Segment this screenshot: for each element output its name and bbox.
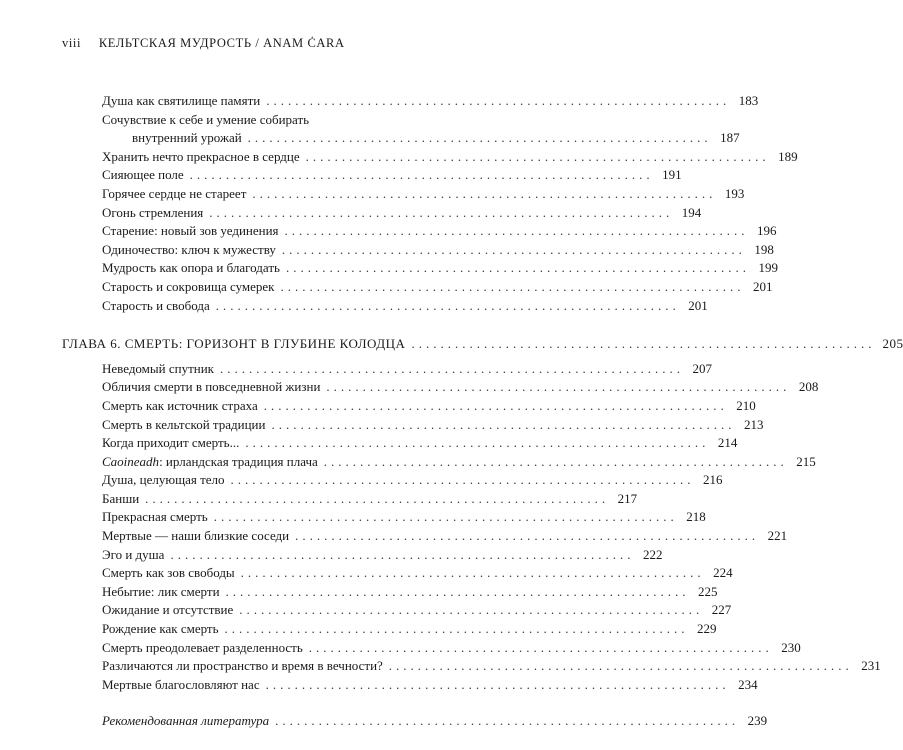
toc-page-number: 189	[778, 148, 798, 164]
toc-entry: Различаются ли пространство и время в вечности? ................................................................ 231	[62, 657, 496, 676]
toc-entry: Одиночество: ключ к мужеству ................................................................ 198	[62, 241, 496, 260]
toc-page-number: 231	[861, 658, 881, 674]
toc-page-number: 191	[662, 167, 682, 183]
toc-section-before	[62, 92, 798, 315]
toc-page-number: 208	[798, 379, 819, 395]
toc-page-number: 194	[681, 204, 702, 220]
toc-entry: Caoineadh: ирландская традиция плача ................................................................ 215	[62, 453, 496, 472]
toc-entry: Рождение как смерть ................................................................ 229	[62, 620, 496, 639]
toc-entry: Эго и душа ................................................................ 222	[62, 546, 496, 565]
toc-page-number: 234	[738, 676, 758, 692]
toc-entry: Смерть как зов свободы ................................................................ 224	[62, 564, 496, 583]
toc-entry: Мудрость как опора и благодать ................................................................ 199	[62, 259, 496, 278]
toc-page-number: 210	[736, 397, 756, 413]
toc-section-after	[62, 360, 881, 695]
toc-entry: Мертвые — наши близкие соседи ................................................................ 221	[62, 527, 496, 546]
toc-page-number: 216	[703, 472, 723, 488]
toc-page-number: 201	[688, 297, 708, 313]
toc-page-number: 227	[711, 602, 732, 618]
toc-page-number: 224	[713, 565, 733, 581]
toc-page-number: 217	[617, 490, 638, 506]
toc-entry: Небытие: лик смерти ................................................................ 225	[62, 583, 496, 602]
recommended-reading-entry: Рекомендованная литература ................................................................ 239	[62, 712, 496, 731]
toc-page-number: 213	[743, 416, 764, 432]
toc-entry: Смерть преодолевает разделенность ................................................................ 230	[62, 639, 496, 658]
toc-page-number: 183	[738, 93, 759, 108]
toc-page-number: 230	[781, 639, 801, 655]
toc-page-number: 222	[642, 546, 663, 562]
toc-entry: Старение: новый зов уединения ................................................................ 196	[62, 222, 496, 241]
chapter-page-number: 205	[882, 336, 903, 352]
toc-page-number: 198	[754, 241, 774, 257]
toc-page-number: 218	[686, 509, 706, 525]
table-of-contents	[62, 92, 903, 731]
toc-page-number: 187	[720, 130, 740, 146]
toc-entry: Смерть в кельтской традиции ................................................................ 213	[62, 416, 496, 435]
toc-page-number: 207	[692, 360, 712, 376]
toc-entry: Обличия смерти в повседневной жизни ................................................................ 208	[62, 378, 496, 397]
toc-page-number: 214	[717, 435, 738, 451]
toc-page-number: 193	[724, 185, 745, 201]
running-header	[62, 36, 345, 51]
toc-page-number: 201	[753, 278, 773, 294]
toc-page-number: 221	[767, 528, 788, 544]
toc-entry: Банши ................................................................ 217	[62, 490, 496, 509]
toc-entry: Когда приходит смерть... ................................................................ 214	[62, 434, 496, 453]
toc-page-number: 225	[698, 583, 718, 599]
toc-entry: Неведомый спутник ................................................................ 207	[62, 360, 496, 379]
toc-entry: Огонь стремления ................................................................ 194	[62, 204, 496, 223]
toc-entry: Старость и свобода ................................................................ 201	[62, 297, 496, 316]
toc-page-number: 239	[747, 713, 768, 729]
toc-page-number: 215	[796, 453, 816, 469]
toc-entry: Душа, целующая тело ................................................................ 216	[62, 471, 496, 490]
toc-entry: Старость и сокровища сумерек ................................................................ 201	[62, 278, 496, 297]
toc-entry: Мертвые благословляют нас ................................................................ 234	[62, 676, 496, 695]
toc-entry: Смерть как источник страха ................................................................ 210	[62, 397, 496, 416]
toc-entry: Сияющее поле ................................................................ 191	[62, 166, 496, 185]
header-running-title: КЕЛЬТСКАЯ МУДРОСТЬ / ANAM ĊARA	[98, 36, 345, 50]
chapter-heading: ГЛАВА 6. СМЕРТЬ: ГОРИЗОНТ В ГЛУБИНЕ КОЛОДЦА ................................................................ 205	[62, 335, 496, 354]
toc-entry: Ожидание и отсутствие ................................................................ 227	[62, 601, 496, 620]
toc-entry: Душа как святилище памяти ................................................................ 183	[62, 92, 496, 111]
toc-entry: Хранить нечто прекрасное в сердце ................................................................ 189	[62, 148, 496, 167]
toc-entry-continuation: внутренний урожай ................................................................ 187	[62, 129, 496, 148]
toc-entry: Горячее сердце не стареет ................................................................ 193	[62, 185, 496, 204]
toc-page-number: 196	[757, 223, 777, 239]
toc-entry: Прекрасная смерть ................................................................ 218	[62, 508, 496, 527]
toc-entry: Сочувствие к себе и умение собирать	[102, 111, 310, 127]
toc-page-number: 199	[758, 260, 778, 276]
toc-page-number: 229	[697, 621, 717, 637]
header-page-number: viii	[62, 36, 82, 50]
